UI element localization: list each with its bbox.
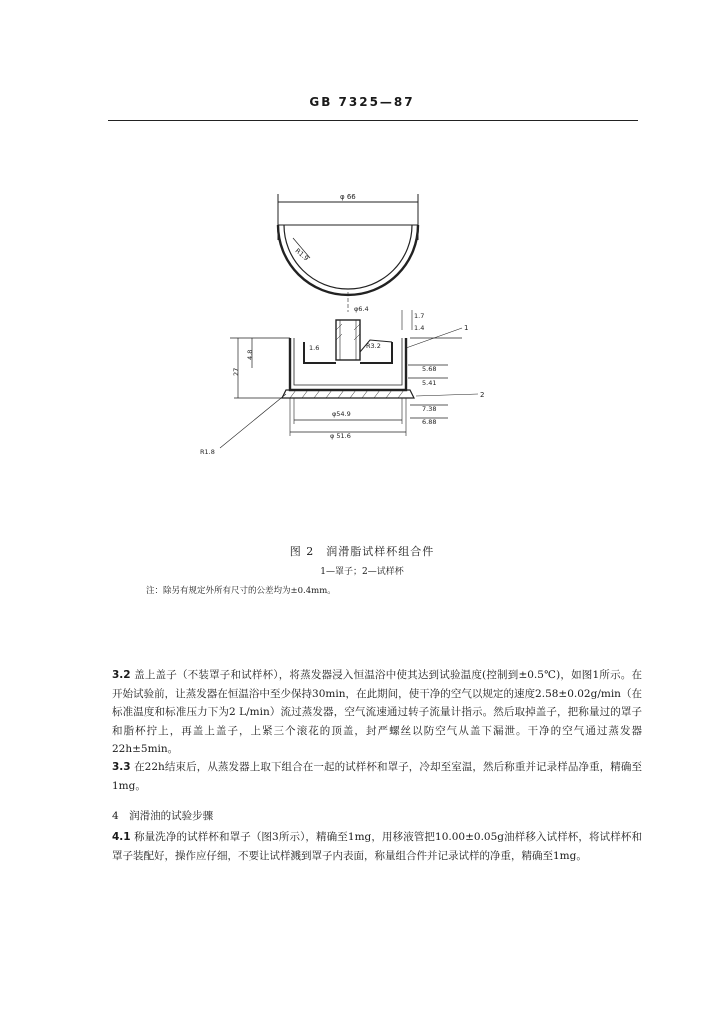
callout-1: 1 — [464, 324, 469, 332]
label-d738: 7.38 — [422, 405, 437, 413]
section-4-1 — [112, 828, 642, 865]
figure-2-drawing — [190, 180, 510, 470]
callout-2: 2 — [480, 391, 485, 399]
section-3-3-text: 在22h结束后，从蒸发器上取下组合在一起的试样杯和罩子，冷却至室温，然后称重并记录样品净重，精确至1mg。 — [112, 761, 643, 792]
header-rule — [108, 120, 638, 121]
figure-caption: 图 2 润滑脂试样杯组合件 — [289, 545, 435, 558]
label-d14: 1.4 — [414, 324, 425, 332]
label-d48: 4.8 — [246, 349, 254, 360]
label-d17: 1.7 — [414, 312, 425, 320]
label-d549: φ54.9 — [332, 410, 351, 418]
section-3-2 — [112, 666, 642, 759]
section-4-1-text: 称量洗净的试样杯和罩子（图3所示），精确至1mg，用移液管把10.00±0.05g油样移入试样杯，将试样杯和罩子装配好，操作应仔细，不要让试样溅到罩子内表面，称量组合件并记录试样的净重，精确至1mg。 — [112, 831, 642, 862]
figure-legend: 1—罩子；2—试样杯 — [320, 567, 404, 577]
section-3-2-number: 3.2 — [112, 669, 131, 681]
label-d516: φ 51.6 — [330, 432, 351, 440]
label-d27: 27 — [232, 367, 240, 376]
label-d688: 6.88 — [422, 418, 437, 426]
label-r18: R1.8 — [200, 448, 215, 456]
document-header: GB 7325—87 — [309, 95, 415, 109]
cup-base — [282, 390, 414, 398]
label-d541: 5.41 — [422, 379, 437, 387]
section-4-title: 4 润滑油的试验步骤 — [112, 810, 214, 822]
hemisphere-outer — [278, 225, 418, 295]
section-3-3 — [112, 758, 642, 795]
section-3-2-text: 盖上盖子（不装罩子和试样杯），将蒸发器浸入恒温浴中使其达到试验温度(控制到±0.5℃)，如图1所示。在开始试验前，让蒸发器在恒温浴中至少保持30min，在此期间，使干净的空气以规定的速度2.58±0.02g/min（在标准温度和标准压力下为2 L/min）流过蒸发器，空气流速通过转子流量计指示。然后取掉盖子，把称量过的罩子和脂杯拧上，再盖上盖子，上紧三个滚花的顶盖，封严螺丝以防空气从盖下漏泄。干净的空气通过蒸发器22h±5min。 — [112, 669, 642, 755]
label-d568: 5.68 — [422, 365, 437, 373]
label-d64: φ6.4 — [354, 305, 369, 313]
label-d66: φ 66 — [340, 193, 356, 201]
figure-note: 注：除另有规定外所有尺寸的公差均为±0.4mm。 — [146, 586, 336, 596]
label-r19: R1.9 — [293, 246, 311, 263]
section-3-3-number: 3.3 — [112, 761, 131, 773]
label-r32: R3.2 — [366, 342, 381, 350]
label-d16: 1.6 — [309, 344, 320, 352]
section-4-1-number: 4.1 — [112, 831, 131, 843]
tube-neck — [336, 320, 360, 360]
